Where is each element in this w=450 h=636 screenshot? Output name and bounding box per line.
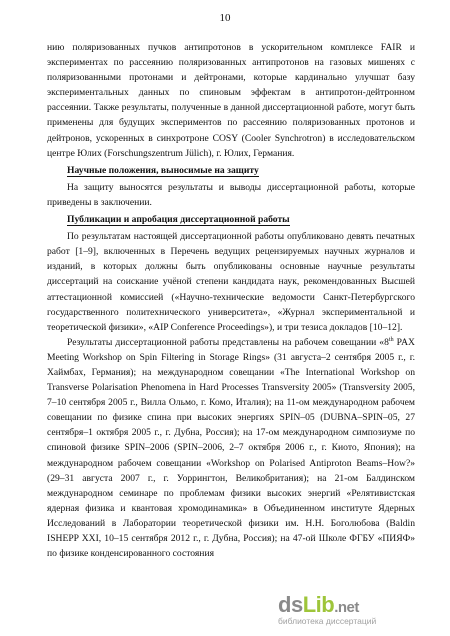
- presentations-text-start: Результаты диссертационной работы представлены на рабочем совещании «8: [67, 336, 389, 348]
- logo-ds: ds: [278, 592, 303, 617]
- paragraph-presentations: [47, 335, 415, 561]
- paragraph-theses: На защиту выносятся результаты и выводы диссертационной работы, которые приведены в заключении.: [47, 181, 415, 208]
- section-heading-publications-text: Публикации и апробация диссертационной работы: [67, 214, 290, 226]
- logo-lib: Lib: [302, 592, 335, 617]
- presentations-text-rest: PAX Meeting Workshop on Spin Filtering in Storage Rings» (31 августа–2 сентября 2005 г., г. Хаймбах, Германия); на международном совещании «The International Workshop on Transverse Polarisation Phenomena in Hard Processes Transversity 2005» (Transversity 2005, 7–10 сентября 2005 г., Вилла Ольмо, г. Комо, Италия); на 11-ом международном рабочем совещании по физике спина при высоких энергиях SPIN–05 (DUBNA–SPIN–05, 27 сентября–1 октября 2005 г., г. Дубна, Россия); на 17-ом международном симпозиуме по спиновой физике SPIN–2006 (SPIN–2006, 2–7 октября 2006 г., г. Киото, Япония); на международном рабочем совещании «Workshop on Polarised Antiproton Beams–How?» (29–31 августа 2007 г., г. Уоррингтон, Великобритания); на 21-ом Балдинском международном семинаре по проблемам физики высоких энергий «Релятивистская ядерная физика и квантовая хромодинамика» в Объединенном институте Ядерных Исследований в Лаборатории теоретической физики им. Н.Н. Боголюбова (Baldin ISHEPP XXI, 10–15 сентября 2012 г., г. Дубна, Россия); на 47-ой Школе ФГБУ «ПИЯФ» по физике конденсированного состояния: [47, 336, 415, 560]
- page-body: [47, 40, 415, 561]
- paragraph-intro: нию поляризованных пучков антипротонов в ускорительном комплексе FAIR и экспериментах по рассеянию поляризованных антипротонов на газовых мишенях с поляризованными протонами и дейтронами, которые кардинально улучшат базу экспериментальных данных по спиновым эффектам в антипротон-дейтронном рассеянии. Также результаты, полученные в данной диссертационной работе, могут быть применены для будущих экспериментов по рассеянию поляризованных протонов и дейтронов, ускоренных в синхротроне COSY (Cooler Synchrotron) в исследовательском центре Юлих (Forschungszentrum Jülich), г. Юлих, Германия.: [47, 42, 415, 159]
- section-heading-theses: [67, 163, 415, 178]
- section-heading-publications: [67, 212, 415, 227]
- dslib-logo: [278, 592, 359, 618]
- logo-net: .net: [334, 599, 359, 616]
- dslib-watermark: [278, 592, 438, 626]
- section-heading-theses-text: Научные положения, выносимые на защиту: [67, 164, 259, 176]
- page-number: 10: [219, 12, 231, 24]
- paragraph-publications: По результатам настоящей диссертационной работы опубликовано девять печатных работ [1–9], включенных в Перечень ведущих рецензируемых научных журналов и изданий, в которых должны быть опубликованы основные научные результаты диссертаций на соискание учёной степени кандидата наук, рекомендованных Высшей аттестационной комиссией («Научно-технические ведомости Санкт-Петербургского государственного политехнического университета», «Журнал экспериментальной и теоретической физики», «AIP Conference Proceedings»), и три тезиса докладов [10–12].: [47, 231, 415, 333]
- ordinal-superscript: th: [388, 336, 394, 343]
- watermark-tagline: библиотека диссертаций: [278, 616, 377, 626]
